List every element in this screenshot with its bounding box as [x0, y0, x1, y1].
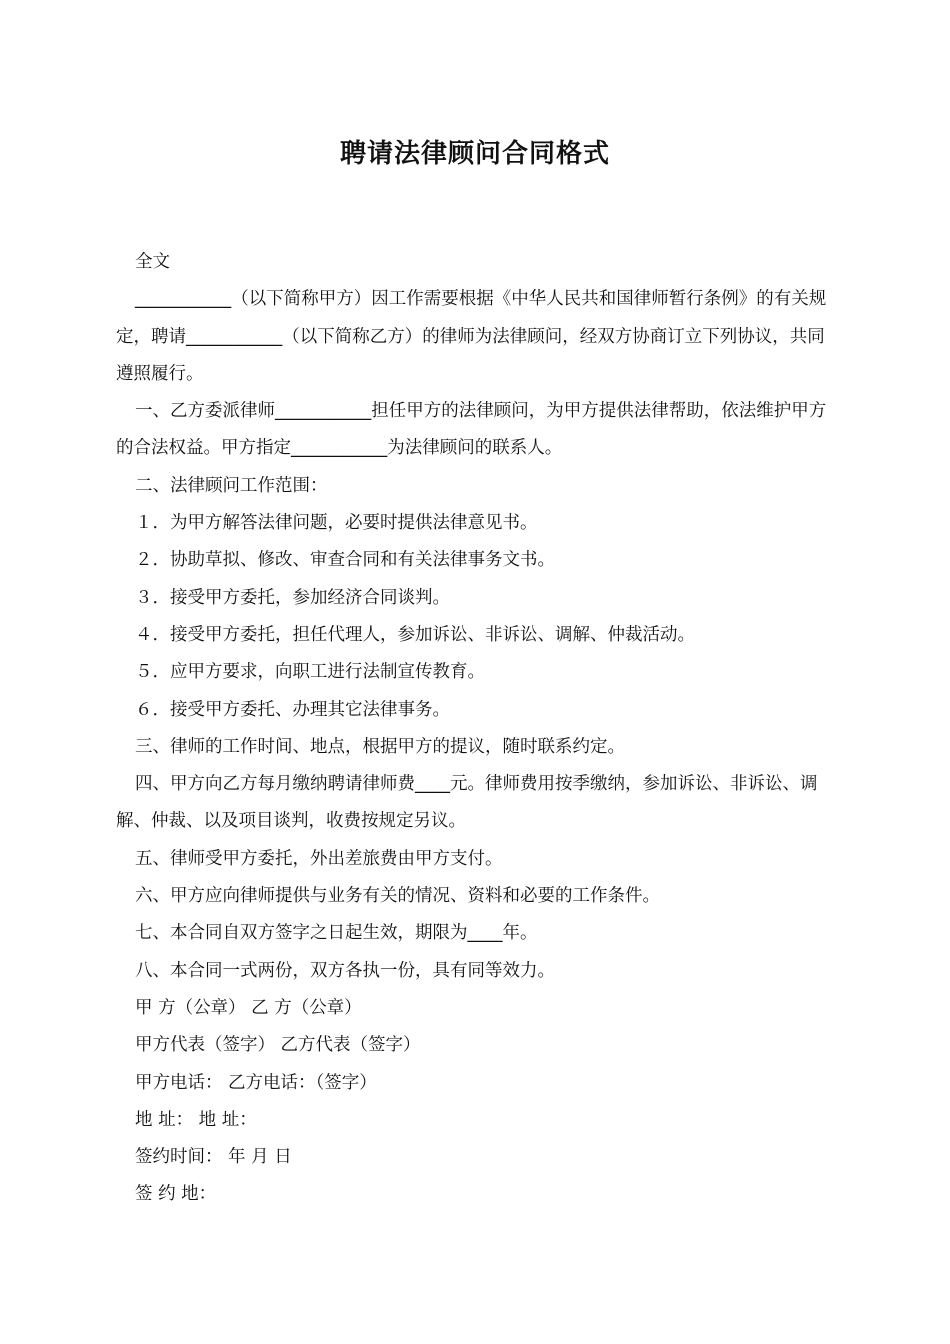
clause-8: 八、本合同一式两份，双方各执一份，具有同等效力。 — [135, 960, 555, 981]
clause-2-item-5: ５．应甲方要求，向职工进行法制宣传教育。 — [135, 662, 485, 683]
clause-5: 五、律师受甲方委托，外出差旅费由甲方支付。 — [135, 848, 503, 869]
signing-date: 签约时间： 年 月 日 — [135, 1147, 292, 1168]
clause-7: 七、本合同自双方签字之日起生效，期限为____年。 — [135, 923, 538, 944]
clause-4: 四、甲方向乙方每月缴纳聘请律师费____元。律师费用按季缴纳，参加诉讼、非诉讼、调解、仲裁、以及项目谈判，收费按规定另议。 — [116, 774, 818, 832]
clause-2-item-3: ３．接受甲方委托，参加经济合同谈判。 — [135, 587, 450, 608]
clause-2-item-6: ６．接受甲方委托、办理其它法律事务。 — [135, 699, 450, 720]
clause-2-item-4: ４．接受甲方委托，担任代理人，参加诉讼、非诉讼、调解、仲裁活动。 — [135, 624, 695, 645]
clause-2-item-1: １．为甲方解答法律问题，必要时提供法律意见书。 — [135, 513, 538, 534]
signature-seals: 甲 方（公章） 乙 方（公章） — [135, 997, 362, 1018]
clause-2-heading: 二、法律顾问工作范围： — [135, 475, 328, 496]
clause-1: 一、乙方委派律师___________担任甲方的法律顾问，为甲方提供法律帮助，依法维护甲方的合法权益。甲方指定___________为法律顾问的联系人。 — [116, 401, 827, 459]
signature-representatives: 甲方代表（签字） 乙方代表（签字） — [135, 1035, 421, 1056]
signature-addresses: 地 址： 地 址： — [135, 1109, 257, 1130]
signature-phones: 甲方电话： 乙方电话：（签字） — [135, 1072, 377, 1093]
signing-place: 签 约 地： — [135, 1184, 217, 1205]
document-title: 聘请法律顾问合同格式 — [339, 139, 610, 169]
paragraph-intro-label: 全文 — [135, 252, 170, 272]
clause-3: 三、律师的工作时间、地点，根据甲方的提议，随时联系约定。 — [135, 736, 625, 757]
paragraph-preamble: ___________（以下简称甲方）因工作需要根据《中华人民共和国律师暂行条例》的有关规定，聘请___________（以下简称乙方）的律师为法律顾问，经双方协商订立下列协议，共同遵照履行。 — [116, 289, 827, 384]
clause-2-item-2: ２．协助草拟、修改、审查合同和有关法律事务文书。 — [135, 550, 555, 571]
document-body — [116, 244, 836, 1214]
clause-6: 六、甲方应向律师提供与业务有关的情况、资料和必要的工作条件。 — [135, 886, 660, 907]
